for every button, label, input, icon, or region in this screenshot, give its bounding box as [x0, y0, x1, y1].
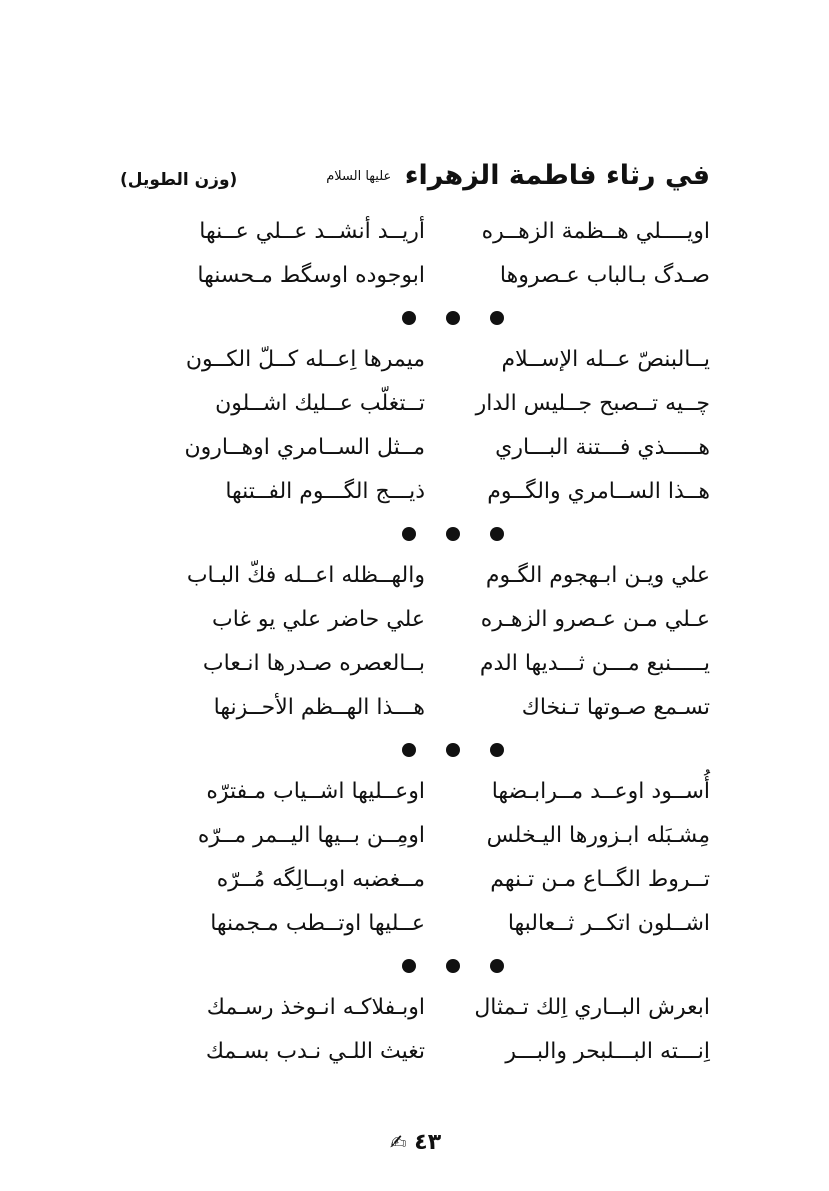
- verse-line: [195, 210, 710, 254]
- bullet-dot-icon: [446, 959, 460, 973]
- first-hemistich: اويــــلي هــظمة الزهــره: [481, 219, 710, 244]
- first-hemistich: ابعرش البــاري اِلك تـمثال: [474, 995, 710, 1020]
- second-hemistich: هـــذا الهــظم الأحــزنها: [213, 695, 425, 720]
- second-hemistich: علي حاضر علي يو غاب: [212, 607, 425, 632]
- bullet-dot-icon: [402, 743, 416, 757]
- verse-line: [195, 470, 710, 514]
- poem-header: [110, 160, 710, 204]
- verse-line: [184, 426, 710, 470]
- first-hemistich: أُســود اوعــد مــرابـضها: [491, 779, 710, 804]
- first-hemistich: صـدگ بـالباب عـصروها: [499, 263, 710, 288]
- bullet-dot-icon: [402, 959, 416, 973]
- verse-line: [195, 902, 710, 946]
- quill-icon: ✍: [389, 1130, 407, 1154]
- verse-line: [195, 642, 710, 686]
- first-hemistich: هــذا الســامري والگــوم: [487, 479, 710, 504]
- second-hemistich: ذيـــج الگـــوم الفــتنها: [225, 479, 425, 504]
- second-hemistich: مــغضبه اوبــالِگه مُــرّه: [216, 867, 425, 892]
- bullet-dot-icon: [490, 959, 504, 973]
- stanza: [195, 770, 710, 946]
- first-hemistich: مِشـبَله ابـزورها اليـخلس: [486, 823, 710, 848]
- poem-title-text: في رثاء فاطمة الزهراء: [404, 160, 710, 191]
- first-hemistich: اِنـــته البـــلبحر والبـــر: [505, 1039, 710, 1064]
- bullet-dot-icon: [446, 527, 460, 541]
- second-hemistich: عــليها اوتــطب مـجمنها: [210, 911, 425, 936]
- bullet-dot-icon: [402, 527, 416, 541]
- verse-line: [195, 598, 710, 642]
- second-hemistich: بــالعصره صـدرها انـعاب: [202, 651, 425, 676]
- honorific-mark: عليها السلام: [326, 169, 392, 184]
- stanza-divider: [195, 514, 710, 554]
- second-hemistich: اوعــليها اشــياب مـفترّه: [206, 779, 425, 804]
- verse-line: [195, 770, 710, 814]
- stanza-divider: [195, 946, 710, 986]
- stanza: [195, 986, 710, 1074]
- second-hemistich: تــتغلّب عــليك اشــلون: [215, 391, 425, 416]
- verse-line: [195, 686, 710, 730]
- second-hemistich: ابوجوده اوسگط مـحسنها: [197, 263, 425, 288]
- first-hemistich: عـلي مـن عـصرو الزهـره: [480, 607, 710, 632]
- first-hemistich: يــالبنصّ عــله الإســلام: [501, 347, 710, 372]
- verse-line: [195, 986, 710, 1030]
- bullet-dot-icon: [446, 743, 460, 757]
- first-hemistich: اشــلون اتكــر ثــعالبها: [507, 911, 710, 936]
- bullet-dot-icon: [490, 311, 504, 325]
- stanza: [184, 338, 710, 514]
- first-hemistich: چــيه تــصبح جــليس الدار: [475, 391, 710, 416]
- second-hemistich: أريــد أنشــد عــلي عــنها: [199, 219, 425, 244]
- second-hemistich: اومِــن بــيها اليــمر مــرّه: [197, 823, 425, 848]
- stanza: [195, 210, 710, 298]
- verse-line: [195, 1030, 710, 1074]
- second-hemistich: تغيث اللـي نـدب بسـمك: [205, 1039, 425, 1064]
- page-number: [0, 1130, 829, 1155]
- page-number-text: ٤٣: [414, 1130, 442, 1155]
- stanza-divider: [195, 298, 710, 338]
- first-hemistich: هـــــذي فـــتنة البـــاري: [495, 435, 710, 460]
- verse-line: [195, 254, 710, 298]
- first-hemistich: علي ويـن ابـهجوم الگـوم: [485, 563, 710, 588]
- stanza: [186, 554, 710, 730]
- poem-body: [184, 210, 710, 1074]
- first-hemistich: تسـمع صـوتها تـنخاك: [521, 695, 710, 720]
- bullet-dot-icon: [402, 311, 416, 325]
- bullet-dot-icon: [490, 743, 504, 757]
- verse-line: [186, 554, 710, 598]
- verse-line: [195, 858, 710, 902]
- stanza-divider: [195, 730, 710, 770]
- bullet-dot-icon: [490, 527, 504, 541]
- verse-line: [195, 382, 710, 426]
- bullet-dot-icon: [446, 311, 460, 325]
- poem-title: [326, 160, 710, 191]
- verse-line: [185, 338, 710, 382]
- verse-line: [195, 814, 710, 858]
- first-hemistich: تــروط الگــاع مـن تـنهم: [490, 867, 710, 892]
- second-hemistich: والهــظله اعــله فكّ البـاب: [186, 563, 425, 588]
- second-hemistich: اوبـفلاكـه انـوخذ رسـمك: [206, 995, 425, 1020]
- second-hemistich: ميمرها اِعــله كــلّ الكــون: [185, 347, 425, 372]
- first-hemistich: يـــــنبع مـــن ثـــديها الدم: [479, 651, 710, 676]
- meter-label: (وزن الطويل): [120, 170, 238, 190]
- second-hemistich: مــثل الســامري اوهــارون: [184, 435, 425, 460]
